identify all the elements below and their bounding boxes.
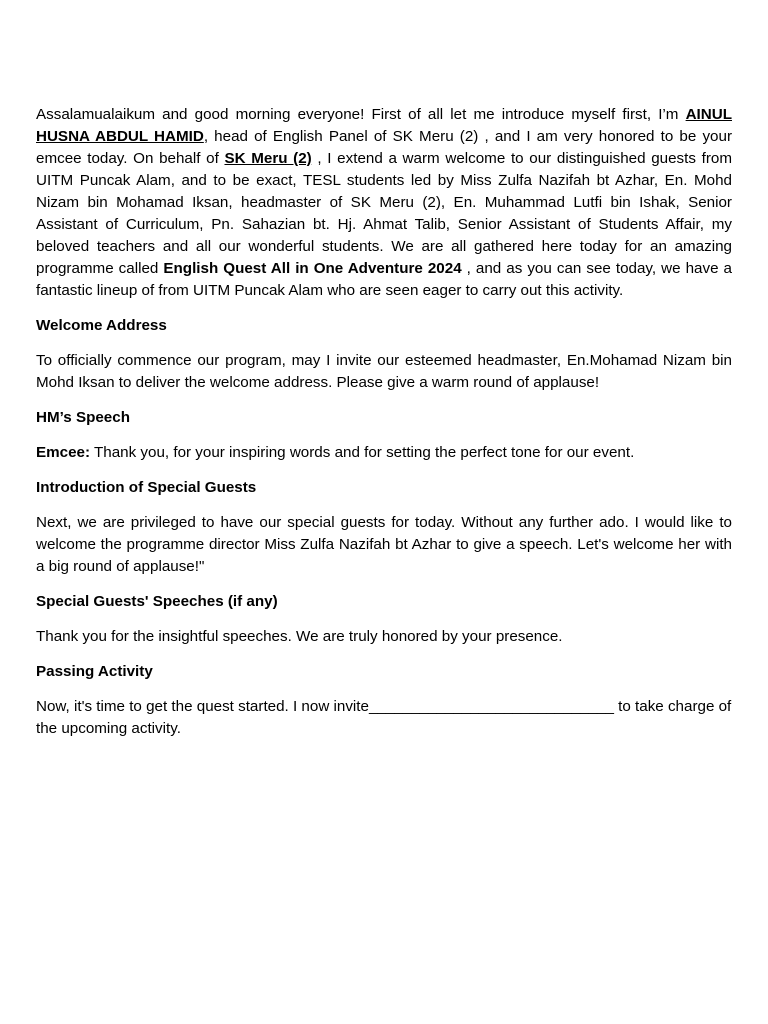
intro-text-1: Assalamualaikum and good morning everyone! First of all let me introduce myself first, I’m	[36, 106, 686, 123]
intro-text-4: , and as you can see today, we have a fantastic lineup of from UITM Puncak Alam who are seen eager to carry out this activity.	[36, 260, 732, 299]
intro-paragraph	[36, 104, 732, 302]
passing-activity-heading: Passing Activity	[36, 663, 153, 680]
special-guests-heading: Introduction of Special Guests	[36, 479, 257, 496]
guest-speeches-heading: Special Guests' Speeches (if any)	[36, 593, 278, 610]
intro-text-2: , head of English Panel of SK Meru (2) , and I am very honored to be your emcee today. On behalf of	[36, 128, 733, 167]
programme-name: English Quest All in One Adventure 2024	[163, 260, 462, 277]
intro-text-3: , I extend a warm welcome to our distinguished guests from UITM Puncak Alam, and to be exact, TESL students led by Miss Zulfa Nazifah bt Azhar, En. Mohd Nizam bin Mohamad Iksan, headmaster of SK Meru (2), En. Muhammad Lutfi bin Ishak, Senior Assistant of Curriculum, Pn. Sahazian bt. Hj. Ahmat Talib, Senior Assistant of Students Affair, my beloved teachers and all our wonderful students. We are all gathered here today for an amazing programme called	[36, 150, 732, 277]
hm-speech-paragraph	[36, 442, 732, 464]
passing-text-2: to take charge of the upcoming activity.	[36, 698, 732, 737]
fill-in-blank: _____________________________	[368, 698, 614, 715]
hm-speech-heading: HM’s Speech	[36, 409, 130, 426]
welcome-address-heading: Welcome Address	[36, 317, 167, 334]
passing-activity-paragraph	[36, 696, 732, 740]
guest-speeches-paragraph: Thank you for the insightful speeches. We are truly honored by your presence.	[36, 628, 563, 645]
emcee-name: AINUL HUSNA ABDUL HAMID	[36, 106, 732, 145]
special-guests-paragraph: Next, we are privileged to have our special guests for today. Without any further ado. I would like to welcome the programme director Miss Zulfa Nazifah bt Azhar to give a speech. Let's welcome her with a big round of applause!"	[36, 514, 732, 575]
hm-speech-text: Thank you, for your inspiring words and for setting the perfect tone for our event.	[90, 444, 635, 461]
document-page	[36, 104, 732, 753]
welcome-address-paragraph: To officially commence our program, may I invite our esteemed headmaster, En.Mohamad Nizam bin Mohd Iksan to deliver the welcome address. Please give a warm round of applause!	[36, 352, 732, 391]
school-name: SK Meru (2)	[224, 150, 312, 167]
emcee-label: Emcee:	[36, 444, 91, 461]
passing-text-1: Now, it's time to get the quest started. I now invite	[36, 698, 369, 715]
